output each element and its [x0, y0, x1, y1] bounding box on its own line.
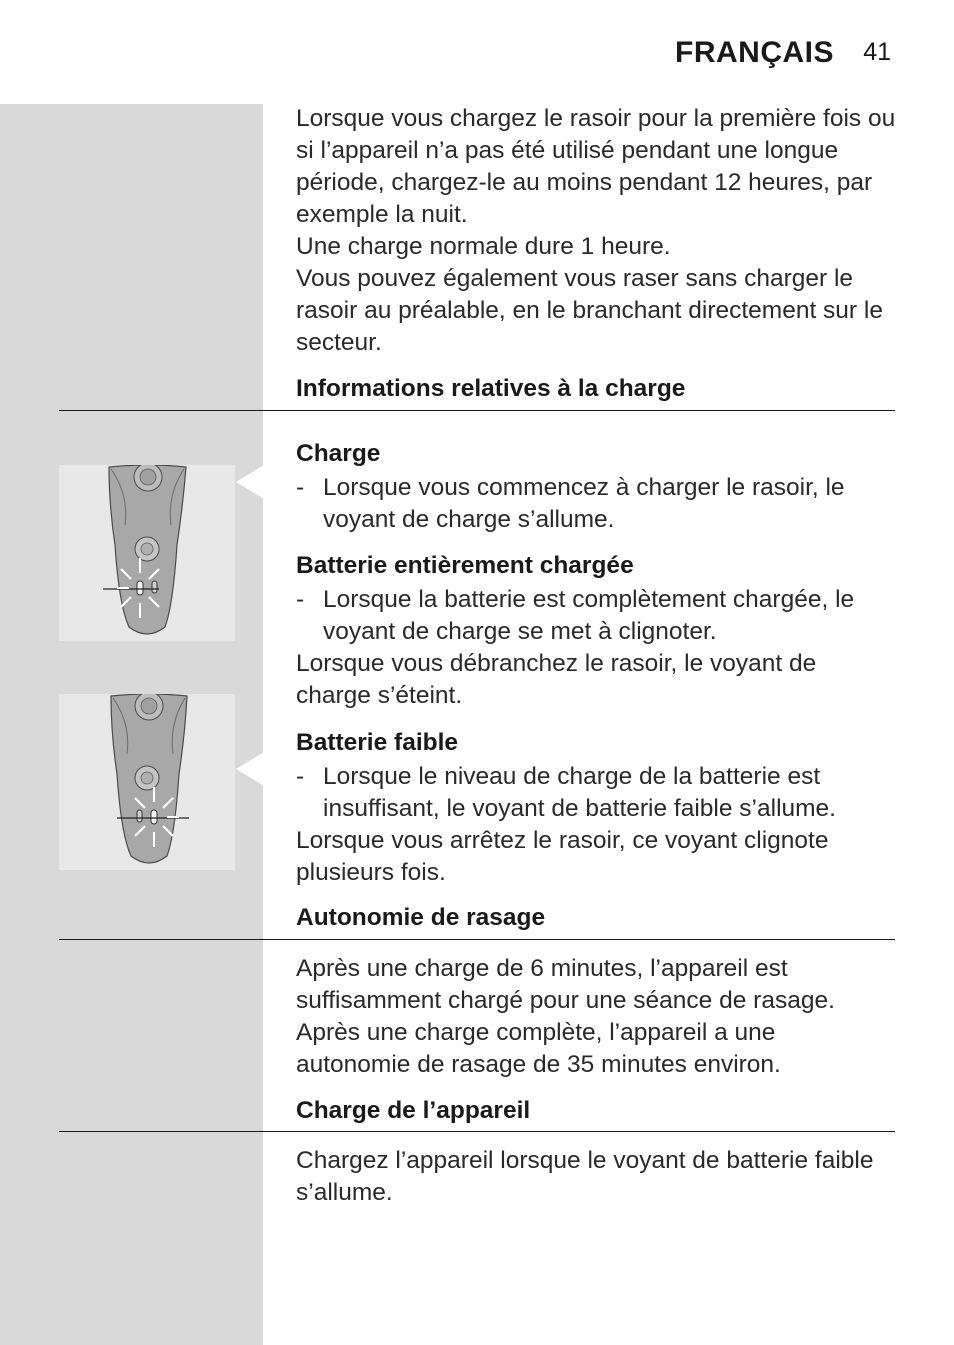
- full-battery-text: Lorsque vous débranchez le rasoir, le voyant de charge s’éteint.: [296, 650, 817, 709]
- low-battery-bullet-text: Lorsque le niveau de charge de la batterie est insuffisant, le voyant de batterie faible s’allume.: [323, 763, 836, 822]
- charging-text: Chargez l’appareil lorsque le voyant de batterie faible s’allume.: [296, 1147, 874, 1206]
- bullet-dash: -: [296, 586, 305, 613]
- page-number: 41: [863, 38, 891, 66]
- low-battery-text: Lorsque vous arrêtez le rasoir, ce voyant clignote plusieurs fois.: [296, 827, 829, 886]
- shaver-charge-light-illustration: [59, 465, 235, 641]
- bullet-dash: -: [296, 474, 305, 501]
- shaver-drawing: [59, 694, 235, 870]
- bullet-dash: -: [296, 763, 305, 790]
- charge-bullet: [296, 472, 896, 536]
- list-item: [296, 584, 896, 648]
- section-title-charge-info: Informations relatives à la charge: [296, 375, 686, 402]
- shaver-drawing: [59, 465, 235, 641]
- section-divider: [59, 939, 895, 940]
- autonomy-text-1: Après une charge de 6 minutes, l’appareil est suffisamment chargé pour une séance de rasage.: [296, 955, 835, 1014]
- section-title-charging: Charge de l’appareil: [296, 1097, 531, 1124]
- charge-bullet-text: Lorsque vous commencez à charger le rasoir, le voyant de charge s’allume.: [323, 474, 845, 533]
- figure-pointer: [236, 465, 264, 499]
- intro-paragraph-1: Lorsque vous chargez le rasoir pour la première fois ou si l’appareil n’a pas été utilisé pendant une longue période, chargez-le au moins pendant 12 heures, par exemple la nuit.: [296, 105, 896, 228]
- intro-block: [296, 103, 896, 359]
- intro-paragraph-2: Une charge normale dure 1 heure.: [296, 233, 671, 260]
- list-item: [296, 761, 896, 825]
- section-title-autonomy: Autonomie de rasage: [296, 904, 546, 931]
- figure-pointer: [236, 752, 264, 786]
- subsection-title-charge: Charge: [296, 440, 381, 467]
- section-divider: [59, 410, 895, 411]
- subsection-title-full-battery: Batterie entièrement chargée: [296, 552, 634, 579]
- full-battery-bullet-text: Lorsque la batterie est complètement chargée, le voyant de charge se met à clignoter.: [323, 586, 855, 645]
- low-battery-block: [296, 761, 896, 889]
- list-item: [296, 472, 896, 536]
- language-header: FRANÇAIS: [675, 36, 834, 69]
- autonomy-block: [296, 953, 896, 1081]
- full-battery-block: [296, 584, 896, 712]
- subsection-title-low-battery: Batterie faible: [296, 729, 459, 756]
- autonomy-text-2: Après une charge complète, l’appareil a une autonomie de rasage de 35 minutes environ.: [296, 1019, 781, 1078]
- section-divider: [59, 1131, 895, 1132]
- shaver-low-battery-light-illustration: [59, 694, 235, 870]
- intro-paragraph-3: Vous pouvez également vous raser sans charger le rasoir au préalable, en le branchant directement sur le secteur.: [296, 265, 883, 356]
